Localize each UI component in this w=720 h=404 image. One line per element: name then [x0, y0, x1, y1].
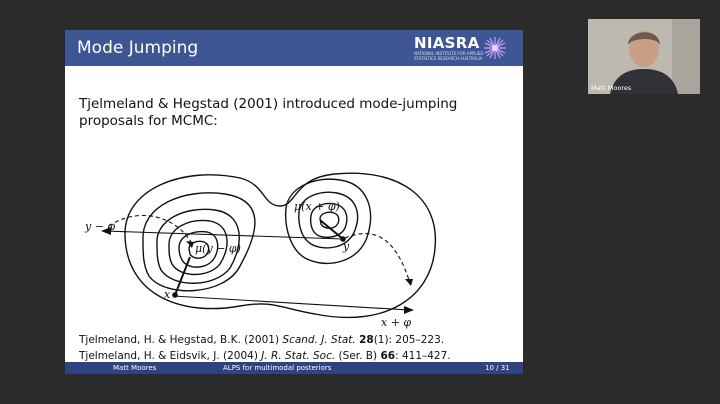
references: [79, 332, 451, 364]
footer-talk-title: ALPS for multimodal posteriors: [223, 364, 332, 372]
participant-name: Matt Moores: [591, 84, 632, 92]
label-y-minus-phi: y − φ: [85, 220, 116, 233]
niasra-logo-tagline: NATIONAL INSTITUTE FOR APPLIED STATISTICS RESEARCH AUSTRALIA: [414, 51, 484, 61]
intro-text: Tjelmeland & Hegstad (2001) introduced mode-jumping proposals for MCMC:: [79, 96, 458, 129]
label-x: x: [164, 288, 171, 301]
participant-video-tile[interactable]: [588, 19, 700, 94]
reference-2: Tjelmeland, H. & Eidsvik, J. (2004) J. R. Stat. Soc. (Ser. B) 66: 411–427.: [79, 350, 451, 362]
label-mu-y-minus-phi: μ(y − φ): [195, 242, 241, 255]
participant-avatar: [588, 19, 700, 94]
slide-title-bar: [65, 30, 523, 66]
slide-footer: [65, 362, 523, 374]
label-mu-x-plus-phi: μ(x + φ): [294, 200, 340, 213]
contour-diagram: [65, 158, 523, 328]
mode-jumping-figure: [65, 158, 523, 332]
label-y: y: [343, 240, 350, 253]
reference-1: Tjelmeland, H. & Hegstad, B.K. (2001) Scand. J. Stat. 28(1): 205–223.: [79, 334, 445, 346]
niasra-logo: NIASRA: [414, 34, 480, 52]
slide-title: Mode Jumping: [77, 38, 199, 58]
label-x-plus-phi: x + φ: [381, 316, 412, 329]
presentation-slide: [65, 30, 523, 374]
starburst-icon: [483, 36, 507, 60]
footer-page-number: 10 / 31: [485, 364, 510, 372]
footer-author: Matt Moores: [113, 364, 157, 372]
